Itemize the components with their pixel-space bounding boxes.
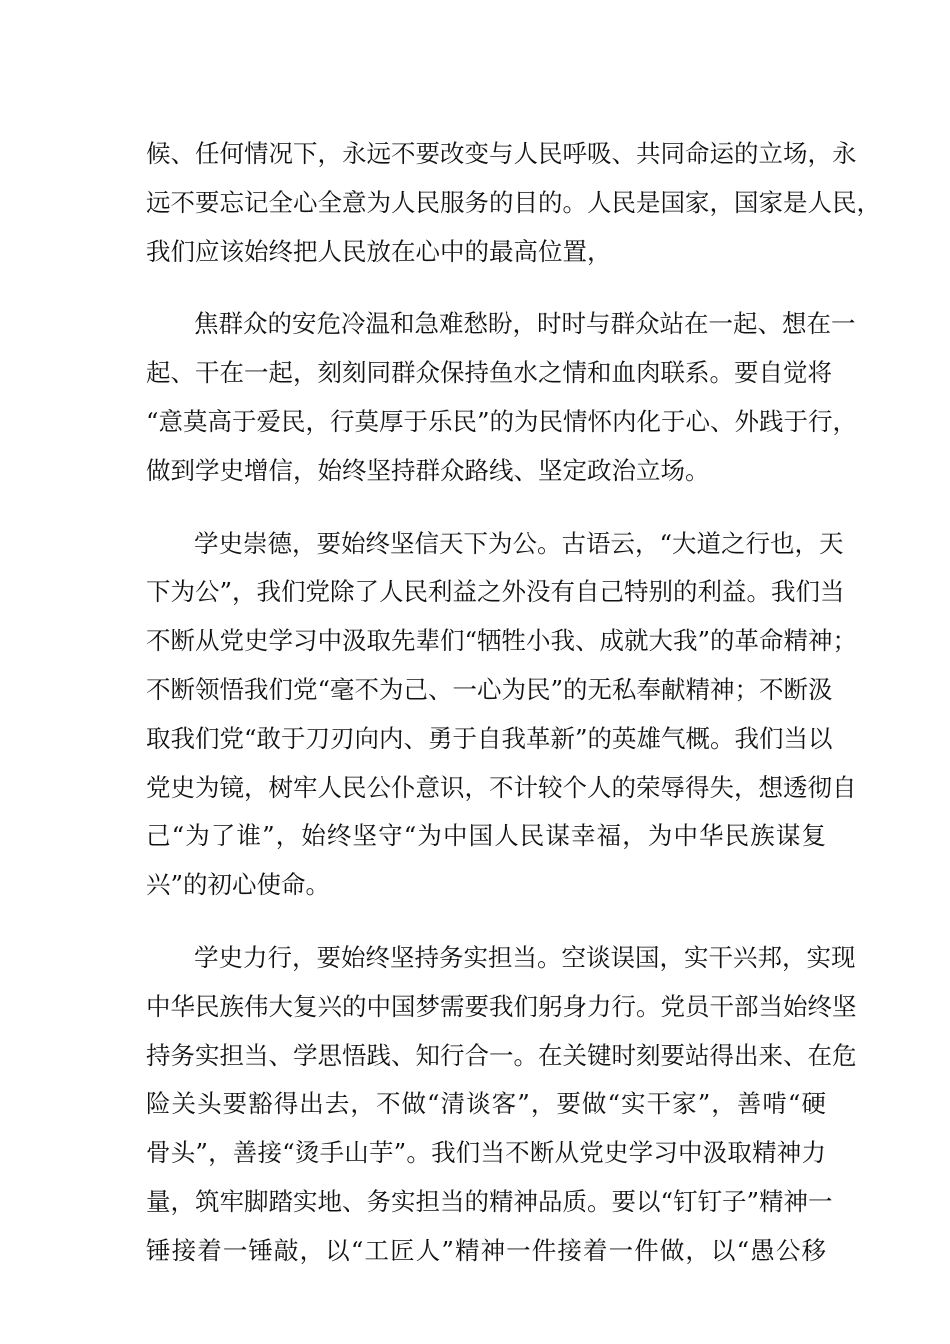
text-line: 做到学史增信，始终坚持群众路线、坚定政治立场。 (146, 455, 710, 485)
paragraph (146, 130, 881, 276)
text-line: 取我们党“敢于刀刃向内、勇于自我革新”的英雄气概。我们当以 (146, 723, 833, 753)
text-line: 不断从党史学习中汲取先辈们“牺牲小我、成就大我”的革命精神； (146, 626, 858, 656)
text-line: 学史崇德，要始终坚信天下为公。古语云，“大道之行也，天 (194, 528, 844, 558)
text-line: 焦群众的安危冷温和急难愁盼，时时与群众站在一起、想在一 (194, 309, 856, 339)
text-line: 量，筑牢脚踏实地、务实担当的精神品质。要以“钉钉子”精神一 (146, 1186, 833, 1216)
text-line: 起、干在一起，刻刻同群众保持鱼水之情和血肉联系。要自觉将 (146, 358, 832, 388)
text-line: “意莫高于爱民，行莫厚于乐民”的为民情怀内化于心、外践于行， (146, 406, 858, 436)
text-line: 党史为镜，树牢人民公仆意识，不计较个人的荣辱得失，想透彻自 (146, 772, 857, 802)
text-line: 险关头要豁得出去，不做“清谈客”，要做“实干家”，善啃“硬 (146, 1089, 826, 1119)
text-line: 己“为了谁”，始终坚守“为中国人民谋幸福，为中华民族谋复 (146, 821, 826, 851)
text-line: 下为公”，我们党除了人民利益之外没有自己特别的利益。我们当 (146, 577, 845, 607)
paragraph (146, 300, 858, 495)
text-line: 远不要忘记全心全意为人民服务的目的。人民是国家，国家是人民， (146, 187, 881, 217)
text-line: 骨头”，善接“烫手山芋”。我们当不断从党史学习中汲取精神力 (146, 1138, 826, 1168)
paragraph (146, 934, 857, 1276)
text-line: 锤接着一锤敲，以“工匠人”精神一件接着一件做，以“愚公移 (146, 1235, 826, 1265)
text-line: 持务实担当、学思悟践、知行合一。在关键时刻要站得出来、在危 (146, 1040, 857, 1070)
text-line: 兴”的初心使命。 (146, 870, 331, 900)
paragraph (146, 520, 858, 910)
body-text (146, 130, 881, 1276)
text-line: 学史力行，要始终坚持务实担当。空谈误国，实干兴邦，实现 (194, 942, 856, 972)
text-line: 中华民族伟大复兴的中国梦需要我们躬身力行。党员干部当始终坚 (146, 991, 857, 1021)
text-line: 不断领悟我们党“毫不为己、一心为民”的无私奉献精神；不断汲 (146, 674, 833, 704)
text-line: 候、任何情况下，永远不要改变与人民呼吸、共同命运的立场，永 (146, 139, 857, 168)
text-line: 我们应该始终把人民放在心中的最高位置， (146, 236, 612, 266)
